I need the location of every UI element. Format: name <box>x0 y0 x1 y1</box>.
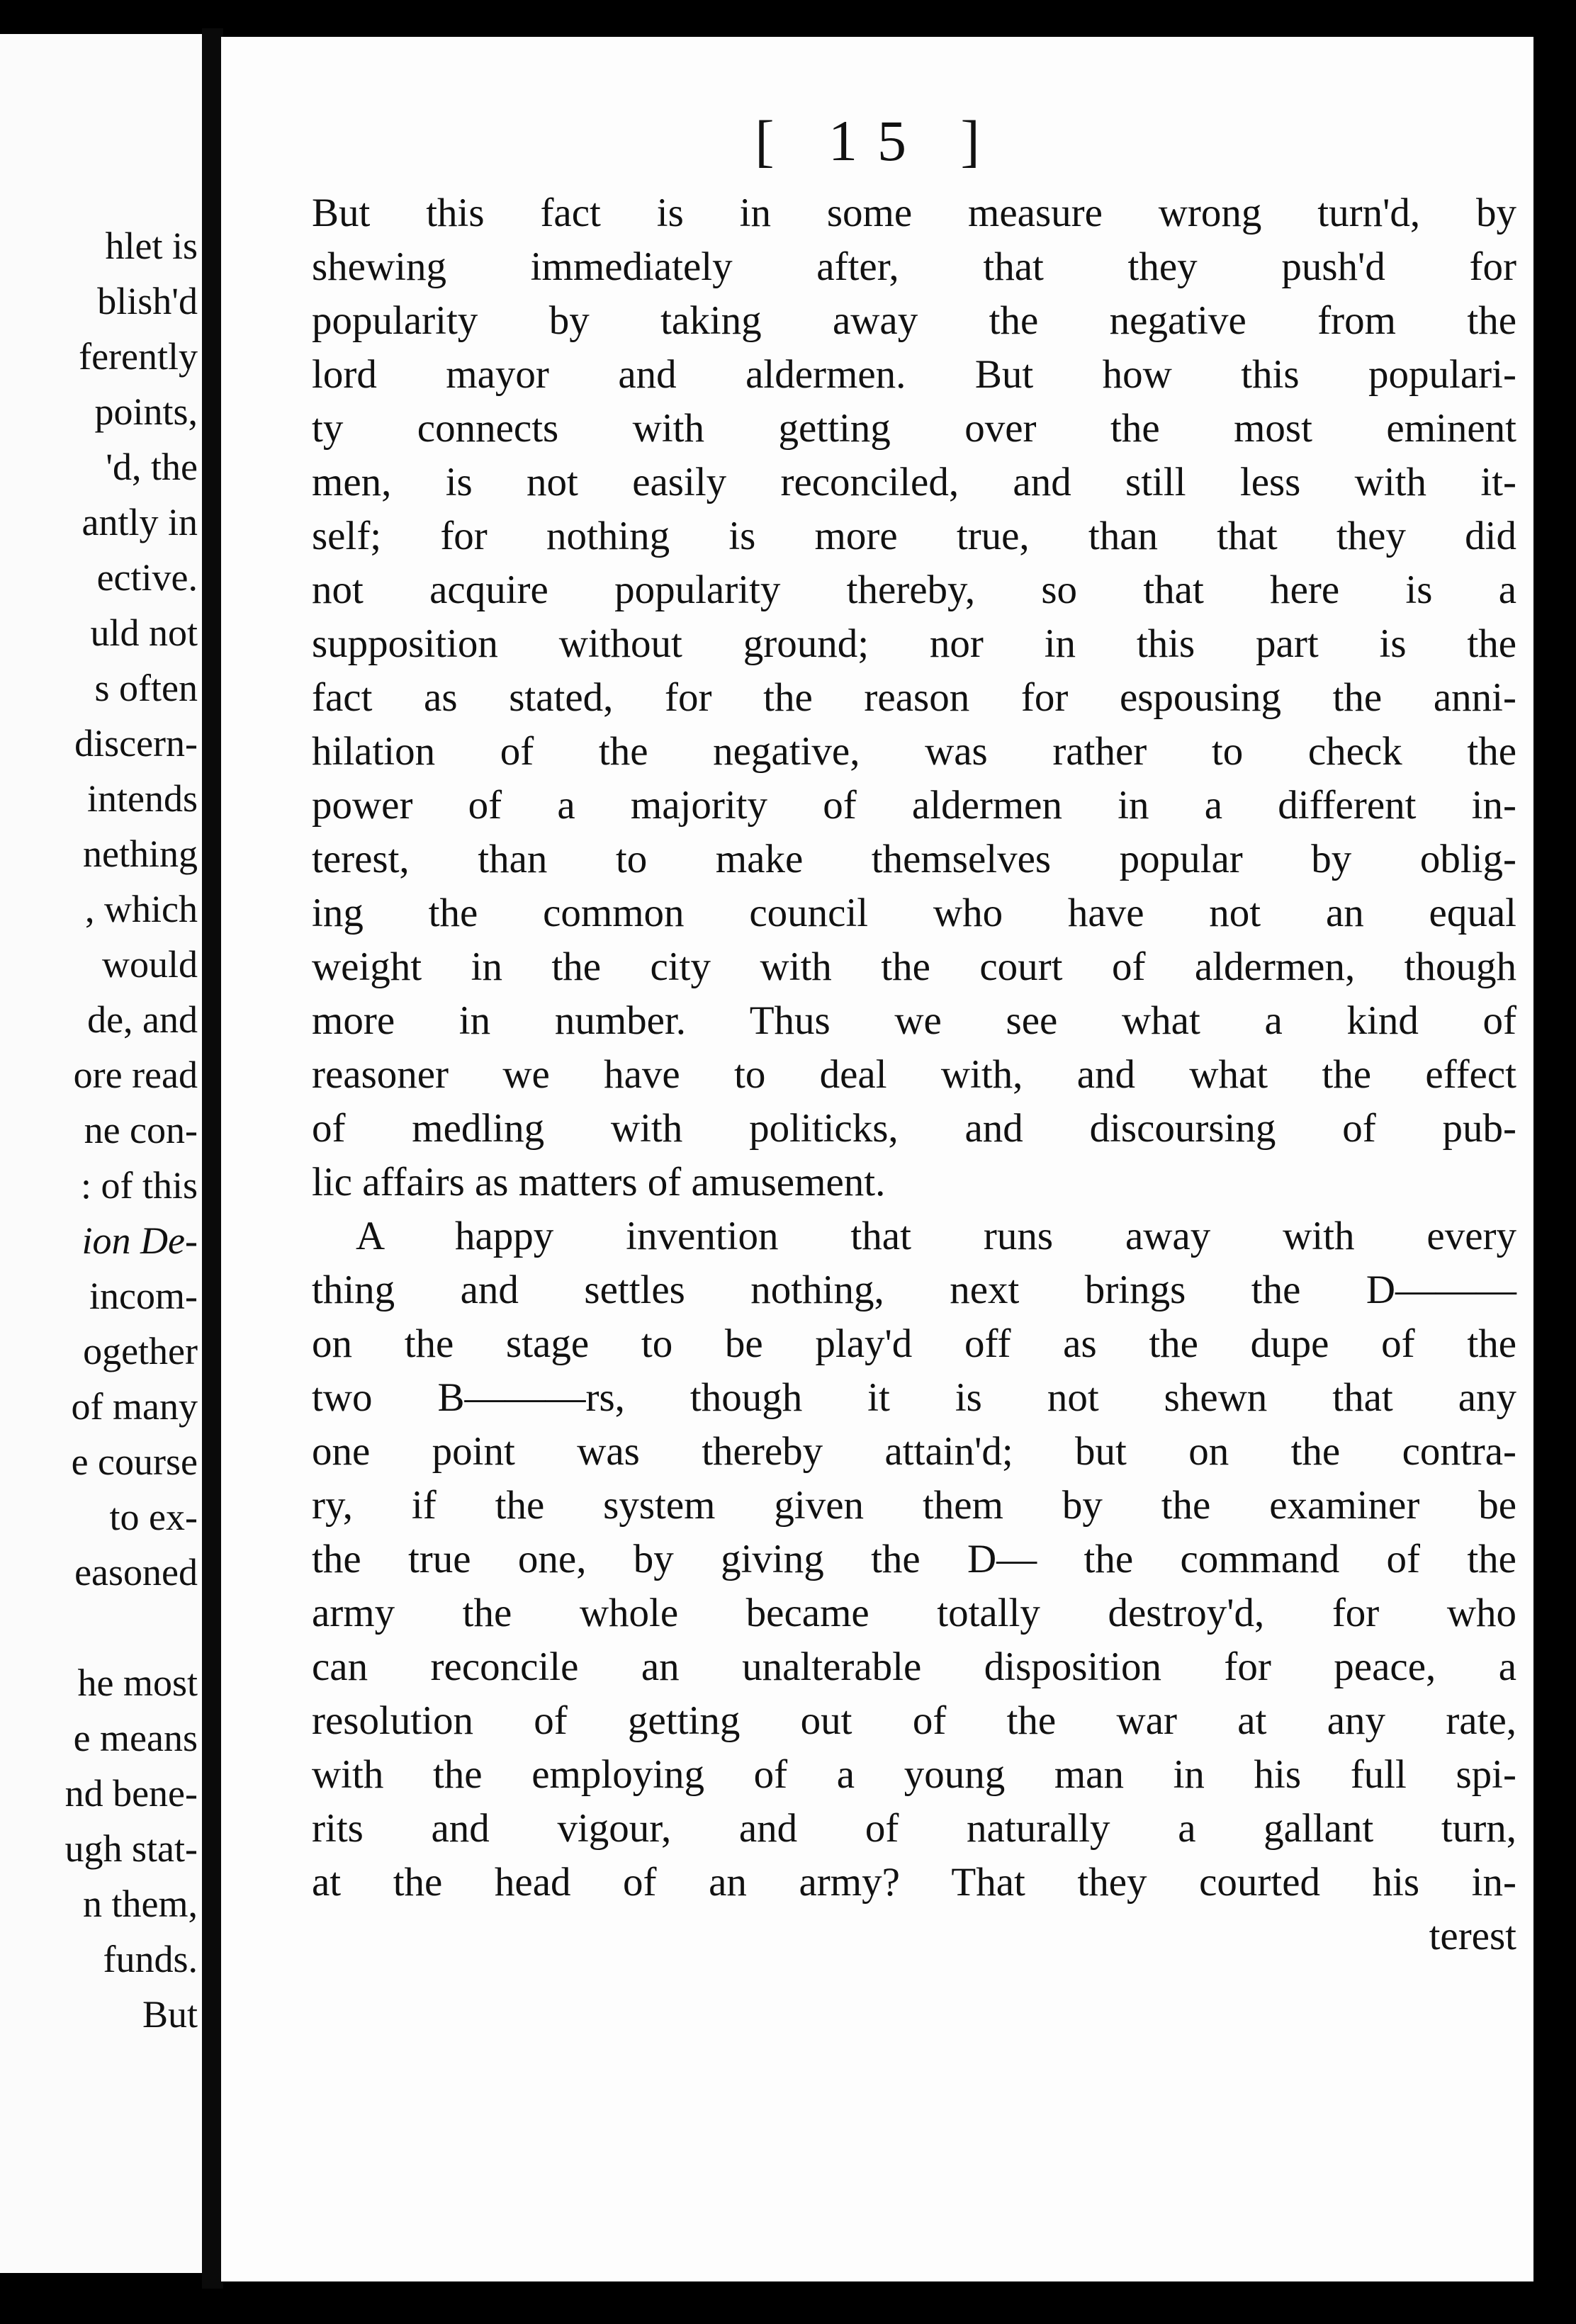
left-line: ne con- <box>84 1109 198 1151</box>
text-line: army the whole became totally destroy'd, for who <box>312 1591 1516 1635</box>
text-line: popularity by taking away the negative from the <box>312 298 1516 343</box>
text-line: ing the common council who have not an equal <box>312 891 1516 935</box>
text-line: one point was thereby attain'd; but on the contra- <box>312 1429 1516 1474</box>
book-gutter <box>202 28 223 2289</box>
text-line: two B———rs, though it is not shewn that any <box>312 1375 1516 1420</box>
left-line: ferently <box>79 335 198 378</box>
left-line: ore read <box>73 1054 198 1096</box>
left-line: n them, <box>83 1883 198 1925</box>
text-line: terest, than to make themselves popular by oblig- <box>312 837 1516 881</box>
left-line: to ex- <box>109 1496 198 1538</box>
left-line: de, and <box>87 998 198 1041</box>
left-line: intends <box>87 777 198 820</box>
left-line: nd bene- <box>64 1772 198 1815</box>
text-line: supposition without ground; nor in this part is the <box>312 621 1516 666</box>
text-line: ty connects with getting over the most eminent <box>312 406 1516 451</box>
text-line: more in number. Thus we see what a kind of <box>312 998 1516 1043</box>
text-line: lord mayor and aldermen. But how this populari- <box>312 352 1516 397</box>
text-line: lic affairs as matters of amusement. <box>312 1160 886 1205</box>
left-line: hlet is <box>105 225 198 267</box>
text-line: fact as stated, for the reason for espousing the anni- <box>312 675 1516 720</box>
left-line: funds. <box>103 1938 198 1980</box>
left-line: e means <box>73 1717 198 1759</box>
left-line: incom- <box>89 1275 198 1317</box>
text-line: the true one, by giving the D— the command of the <box>312 1537 1516 1581</box>
text-line: reasoner we have to deal with, and what the effect <box>312 1052 1516 1097</box>
left-line: , which <box>85 888 198 930</box>
text-line: of medling with politicks, and discoursing of pub- <box>312 1106 1516 1151</box>
text-line: shewing immediately after, that they push'd for <box>312 244 1516 289</box>
text-line: hilation of the negative, was rather to check the <box>312 729 1516 774</box>
right-page <box>221 37 1533 2281</box>
left-line: But <box>142 1993 198 2036</box>
text-line: with the employing of a young man in his full spi- <box>312 1752 1516 1797</box>
text-line: thing and settles nothing, next brings the D——— <box>312 1268 1516 1312</box>
left-line: uld not <box>90 611 198 654</box>
left-line: ion De- <box>81 1219 198 1262</box>
text-line: can reconcile an unalterable disposition for peace, a <box>312 1645 1516 1689</box>
left-line: blish'd <box>97 280 198 322</box>
left-line: antly in <box>81 501 198 543</box>
left-line: 'd, the <box>106 446 198 488</box>
text-line: weight in the city with the court of aldermen, though <box>312 944 1516 989</box>
left-line: discern- <box>74 722 198 765</box>
text-line: men, is not easily reconciled, and still less with it- <box>312 460 1516 504</box>
text-line: But this fact is in some measure wrong turn'd, by <box>312 191 1516 235</box>
left-line: ogether <box>83 1330 198 1372</box>
left-line: : of this <box>80 1164 198 1207</box>
left-line: of many <box>71 1385 198 1428</box>
left-line: easoned <box>74 1551 198 1593</box>
text-line: at the head of an army? That they courted his in- <box>312 1860 1516 1905</box>
left-line: ugh stat- <box>64 1827 198 1870</box>
left-line: points, <box>94 390 198 433</box>
left-line: s often <box>94 667 198 709</box>
left-line: he most <box>77 1662 198 1704</box>
text-line: rits and vigour, and of naturally a gallant turn, <box>312 1806 1516 1851</box>
page-number: [ 15 ] <box>755 108 1000 173</box>
left-line: ective. <box>96 556 198 599</box>
text-line: not acquire popularity thereby, so that here is a <box>312 568 1516 612</box>
text-line: resolution of getting out of the war at any rate, <box>312 1698 1516 1743</box>
text-line: power of a majority of aldermen in a different in- <box>312 783 1516 828</box>
text-line: A happy invention that runs away with every <box>356 1214 1516 1258</box>
left-line: e course <box>71 1440 198 1483</box>
left-page-fragment <box>0 34 202 2273</box>
catchword: terest <box>1429 1914 1516 1958</box>
text-line: on the stage to be play'd off as the dupe of the <box>312 1321 1516 1366</box>
left-line: would <box>102 943 198 986</box>
left-line: nething <box>83 833 198 875</box>
text-line: self; for nothing is more true, than that they did <box>312 514 1516 558</box>
text-line: ry, if the system given them by the examiner be <box>312 1483 1516 1528</box>
